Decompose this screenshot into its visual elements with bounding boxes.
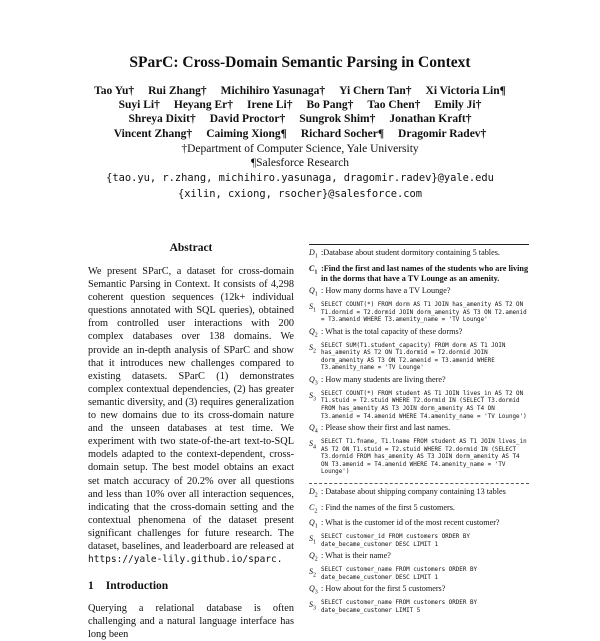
block2-database-text: : Database about shipping company containing 13 tables xyxy=(321,486,506,496)
intro-title: Introduction xyxy=(105,580,169,593)
label: $S_3$ xyxy=(309,600,316,612)
label: $D_1$ xyxy=(309,248,318,260)
block1-q3-text: : How many students are living there? xyxy=(321,374,446,384)
block2-q2-text: : What is their name? xyxy=(321,551,391,561)
block1-q4 xyxy=(309,423,529,437)
author-name: Dragomir Radev† xyxy=(398,127,487,140)
author-name: Bo Pang† xyxy=(306,99,354,112)
block2-goal-text: : Find the names of the first 5 customers. xyxy=(321,502,455,512)
block1-s2 xyxy=(309,343,529,373)
block1-s4-sql: SELECT T1.fname, T1.lname FROM student AS T1 JOIN lives_in AS T2 ON T1.stuid = T2.stuid WHERE T2.dormid IN (SELECT T3.dormid FROM has_amenity AS T3 JOIN dorm_amenity AS T4 ON T3.amenid = T4.amenid WHERE T4.amenity_name = 'TV Lounge') xyxy=(321,438,527,476)
author-name: Tao Yu† xyxy=(94,85,135,97)
author-name: Sungrok Shim† xyxy=(299,113,376,126)
example-figure xyxy=(309,244,529,617)
intro-number: 1 xyxy=(88,580,94,593)
label: $S_2$ xyxy=(309,567,316,579)
block2-s2-sql: SELECT customer_name FROM customers ORDER BY date_became_customer DESC LIMIT 1 xyxy=(321,567,478,581)
label: $Q_3$ xyxy=(309,584,318,597)
author-name: Suyi Li† xyxy=(118,99,160,112)
author-name: Emily Ji† xyxy=(434,99,482,112)
label: $Q_2$ xyxy=(309,326,318,339)
block2-s1 xyxy=(309,534,529,549)
author-name: Rui Zhang† xyxy=(148,85,207,97)
author-row xyxy=(40,112,560,126)
block2-s3-sql: SELECT customer_name FROM customers ORDER BY date_became_customer LIMIT 5 xyxy=(321,600,478,614)
label: $D_2$ xyxy=(309,486,318,499)
abstract-text: We present SParC, a dataset for cross-domain Semantic Parsing in Context. It consists of 4,298 coherent question sequences (12k+ individual questions annotated with SQL queries), obtained from controlled user interactions with 200 complex databases over 138 domains. We provide an in-depth analysis of SParC and show that it introduces new challenges compared to existing datasets. SParC (1) demonstrates complex contextual dependencies, (2) has greater semantic diversity, and (3) requires generalization to new domains due to its cross-domain nature and the unseen databases at test time. We experiment with two state-of-the-art text-to-SQL models adapted to the context-dependent, cross-domain setup. The best model obtains an exact set match accuracy of 20.2% over all questions and less than 10% over all interaction sequences, indicating that the cross-domain setting and the contextual phenomena of the dataset present significant challenges for future research. The dataset, baselines, and leaderboard are released at xyxy=(88,266,294,552)
block1-s3-sql: SELECT COUNT(*) FROM student AS T1 JOIN lives_in AS T2 ON T1.stuid = T2.stuid WHERE T2.dormid IN (SELECT T3.dormid FROM has_amenity AS T3 JOIN dorm_amenity AS T4 ON T3.amenid = T4.amenid WHERE T4.amenity_name = 'TV Lounge') xyxy=(321,390,527,420)
block1-s4 xyxy=(309,439,529,477)
affiliation-yale: †Department of Computer Science, Yale University xyxy=(181,143,419,155)
block2-q3 xyxy=(309,584,529,598)
label: $S_3$ xyxy=(309,390,316,403)
affiliations xyxy=(40,142,560,170)
block1-s1-sql: SELECT COUNT(*) FROM dorm AS T1 JOIN has_amenity AS T2 ON T1.dormid = T2.dormid JOIN dorm_amenity AS T3 ON T2.amenid = T3.amenid WHERE T3.amenity_name = 'TV Lounge' xyxy=(321,302,527,324)
author-name: Tao Chen† xyxy=(367,99,421,112)
block1-q3 xyxy=(309,375,529,389)
block1-q1-text: : How many dorms have a TV Lounge? xyxy=(321,286,451,296)
author-name: Irene Li† xyxy=(246,99,293,112)
block1-database xyxy=(309,248,529,262)
block2-s1-sql: SELECT customer_id FROM customers ORDER BY date_became_customer DESC LIMIT 1 xyxy=(321,534,470,548)
block2-q1 xyxy=(309,518,529,532)
author-row xyxy=(40,98,560,112)
author-row xyxy=(40,127,560,141)
label: $Q_1$ xyxy=(309,286,318,298)
abstract-body xyxy=(88,265,294,566)
author-row xyxy=(40,84,560,98)
block2-q3-text: : How about for the first 5 customers? xyxy=(321,584,446,594)
block2-s3 xyxy=(309,600,529,615)
intro-text: Querying a relational database is often challenging and a natural language interface has long been xyxy=(88,603,294,641)
block2-s2 xyxy=(309,567,529,582)
author-list xyxy=(40,84,560,141)
label: $S_4$ xyxy=(309,438,316,451)
block1-q2-text: : What is the total capacity of these dorms? xyxy=(321,326,463,336)
label: $C_2$ xyxy=(309,502,318,515)
emails xyxy=(40,170,560,202)
block1-s3 xyxy=(309,391,529,421)
label: $S_1$ xyxy=(309,302,316,314)
intro-heading xyxy=(88,580,294,592)
block2-q1-text: : What is the customer id of the most recent customer? xyxy=(321,518,500,528)
label: $Q_1$ xyxy=(309,518,318,531)
author-name: Xi Victoria Lin¶ xyxy=(425,85,506,97)
author-name: Jonathan Kraft† xyxy=(389,113,472,126)
block1-q4-text: : Please show their first and last names. xyxy=(321,423,451,433)
label: $Q_2$ xyxy=(309,551,318,564)
author-name: Caiming Xiong¶ xyxy=(206,127,287,140)
author-name: Richard Socher¶ xyxy=(300,127,385,140)
affiliation-salesforce: ¶Salesforce Research xyxy=(250,157,350,169)
block2-q2 xyxy=(309,551,529,565)
block1-s2-sql: SELECT SUM(T1.student_capacity) FROM dorm AS T1 JOIN has_amenity AS T2 ON T1.dormid = T2.dormid JOIN dorm_amenity AS T3 ON T2.amenid = T3.amenid WHERE T3.amenity_name = 'TV Lounge' xyxy=(321,342,506,372)
figure-top-rule xyxy=(309,244,529,245)
left-column xyxy=(88,242,294,641)
label: $S_2$ xyxy=(309,342,316,355)
label: $S_1$ xyxy=(309,534,316,546)
label: $C_1$ xyxy=(309,263,318,276)
author-name: Yi Chern Tan† xyxy=(339,85,412,97)
paper-title: SParC: Cross-Domain Semantic Parsing in Context xyxy=(129,54,471,71)
block1-goal xyxy=(309,264,529,284)
author-name: Shreya Dixit† xyxy=(128,113,196,126)
email-yale: {tao.yu, r.zhang, michihiro.yasunaga, dragomir.radev}@yale.edu xyxy=(106,172,494,184)
block1-database-text: :Database about student dormitory containing 5 tables. xyxy=(321,248,500,257)
block1-s1 xyxy=(309,302,529,325)
figure-divider xyxy=(309,483,529,484)
abstract-heading: Abstract xyxy=(169,242,213,254)
author-name: Vincent Zhang† xyxy=(113,127,193,140)
block1-q2 xyxy=(309,327,529,341)
author-name: Heyang Er† xyxy=(173,99,233,112)
author-name: Michihiro Yasunaga† xyxy=(220,85,326,97)
block1-q1 xyxy=(309,286,529,300)
block2-database xyxy=(309,487,529,501)
block1-goal-text: :Find the first and last names of the students who are living in the dorms that have a TV Lounge as an amenity. xyxy=(321,263,529,283)
label: $Q_3$ xyxy=(309,374,318,387)
author-name: David Proctor† xyxy=(209,113,286,126)
block2-goal xyxy=(309,503,529,517)
abstract-url-link[interactable]: https://yale-lily.github.io/sparc. xyxy=(88,554,283,566)
label: $Q_4$ xyxy=(309,423,318,435)
email-salesforce: {xilin, cxiong, rsocher}@salesforce.com xyxy=(178,188,422,200)
